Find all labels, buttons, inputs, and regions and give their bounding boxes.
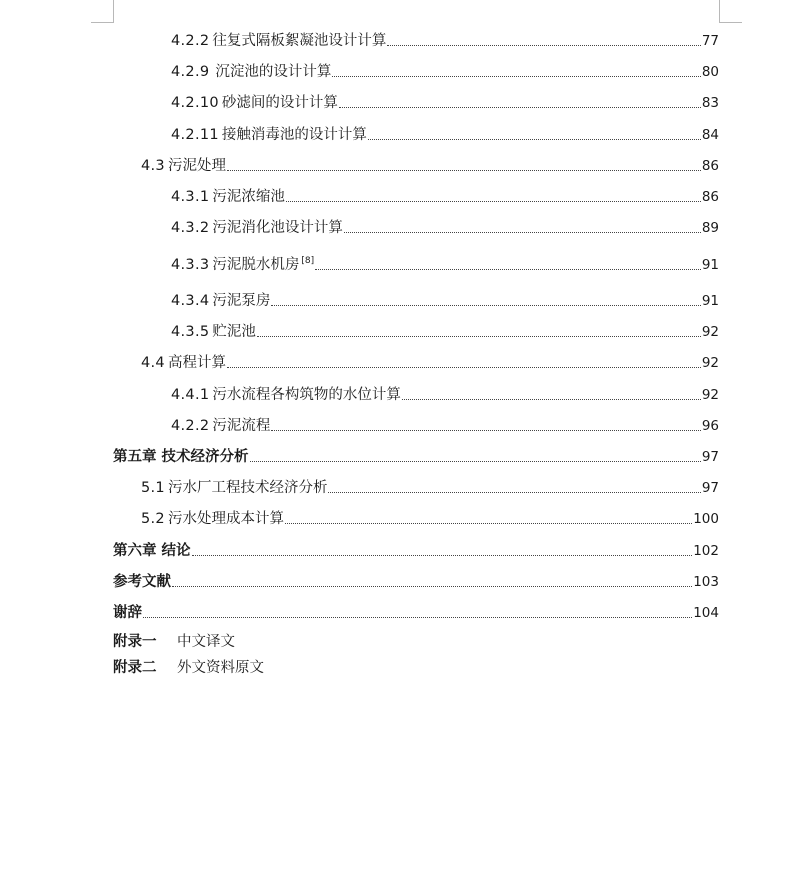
dot-leader (227, 367, 701, 368)
toc-entry-title: 4.3.2 污泥消化池设计计算 (171, 220, 343, 236)
dot-leader (227, 170, 701, 171)
toc-entry-title: 4.2.9 沉淀池的设计计算 (171, 64, 332, 80)
dot-leader (271, 305, 700, 306)
toc-page-number: 83 (701, 95, 719, 111)
toc-entry-title: 4.4.1 污水流程各构筑物的水位计算 (171, 387, 401, 403)
appendix-label: 附录一 (113, 634, 157, 650)
dot-leader (192, 555, 693, 556)
toc-entry[interactable] (141, 475, 719, 497)
toc-page-number: 97 (701, 480, 719, 496)
toc-entry-title: 4.2.11 接触消毒池的设计计算 (171, 127, 367, 143)
toc-entry[interactable] (141, 506, 719, 528)
dot-leader (271, 430, 700, 431)
toc-chapter-entry[interactable] (113, 444, 719, 466)
toc-page-number: 91 (701, 293, 719, 309)
toc-page-number: 103 (693, 574, 719, 590)
toc-entry-title: 第六章 结论 (113, 543, 191, 559)
dot-leader (339, 107, 701, 108)
toc-page-number: 86 (701, 158, 719, 174)
page-corner-mark-left (91, 0, 114, 23)
dot-leader (285, 523, 692, 524)
toc-entry-title: 4.4 高程计算 (141, 355, 226, 371)
toc-entry-title: 第五章 技术经济分析 (113, 449, 249, 465)
dot-leader (286, 201, 701, 202)
toc-page-number: 80 (701, 64, 719, 80)
appendix-entry[interactable] (113, 659, 264, 677)
toc-entry-title: 4.2.2 往复式隔板絮凝池设计计算 (171, 33, 387, 49)
toc-chapter-entry[interactable] (113, 600, 719, 622)
dot-leader (250, 461, 701, 462)
toc-page-number: 86 (701, 189, 719, 205)
toc-page-number: 92 (701, 324, 719, 340)
toc-entry-title: 4.3.4 污泥泵房 (171, 293, 271, 309)
dot-leader (257, 336, 701, 337)
toc-page-number: 91 (701, 257, 719, 273)
toc-entry-title: 谢辞 (113, 605, 142, 621)
toc-entry-title: 4.3.3 污泥脱水机房 [8] (171, 256, 315, 273)
appendix-title: 外文资料原文 (177, 660, 264, 676)
citation-reference[interactable]: [8] (301, 256, 315, 266)
toc-entry[interactable] (171, 252, 719, 274)
dot-leader (143, 617, 692, 618)
toc-entry[interactable] (141, 153, 719, 175)
toc-entry[interactable] (171, 122, 719, 144)
toc-page-number: 96 (701, 418, 719, 434)
dot-leader (387, 45, 700, 46)
toc-entry-title: 5.2 污水处理成本计算 (141, 511, 284, 527)
toc-entry[interactable] (171, 59, 719, 81)
toc-entry-title: 4.3.1 污泥浓缩池 (171, 189, 285, 205)
toc-page-number: 104 (693, 605, 719, 621)
dot-leader (315, 269, 701, 270)
dot-leader (328, 492, 700, 493)
toc-page-number: 92 (701, 387, 719, 403)
toc-page-number: 100 (693, 511, 719, 527)
toc-page-number: 92 (701, 355, 719, 371)
toc-entry-title: 4.3 污泥处理 (141, 158, 226, 174)
toc-entry[interactable] (171, 382, 719, 404)
appendix-title: 中文译文 (177, 634, 235, 650)
appendix-label: 附录二 (113, 660, 157, 676)
toc-entry-title: 5.1 污水厂工程技术经济分析 (141, 480, 328, 496)
toc-entry-title: 4.3.5 贮泥池 (171, 324, 256, 340)
dot-leader (368, 139, 701, 140)
toc-entry[interactable] (141, 350, 719, 372)
toc-entry[interactable] (171, 28, 719, 50)
toc-page-number: 84 (701, 127, 719, 143)
toc-page-number: 77 (701, 33, 719, 49)
toc-page-number: 97 (701, 449, 719, 465)
dot-leader (332, 76, 700, 77)
dot-leader (344, 232, 701, 233)
toc-entry-title: 参考文献 (113, 574, 171, 590)
toc-entry[interactable] (171, 288, 719, 310)
toc-entry[interactable] (171, 215, 719, 237)
toc-page-number: 102 (693, 543, 719, 559)
toc-chapter-entry[interactable] (113, 538, 719, 560)
toc-chapter-entry[interactable] (113, 569, 719, 591)
toc-entry[interactable] (171, 90, 719, 112)
dot-leader (402, 399, 701, 400)
toc-entry-title: 4.2.10 砂滤间的设计计算 (171, 95, 338, 111)
dot-leader (172, 586, 692, 587)
toc-entry-title: 4.2.2 污泥流程 (171, 418, 271, 434)
toc-entry[interactable] (171, 184, 719, 206)
toc-entry[interactable] (171, 319, 719, 341)
appendix-entry[interactable] (113, 633, 235, 651)
toc-page-number: 89 (701, 220, 719, 236)
toc-entry[interactable] (171, 413, 719, 435)
page-corner-mark-right (719, 0, 742, 23)
